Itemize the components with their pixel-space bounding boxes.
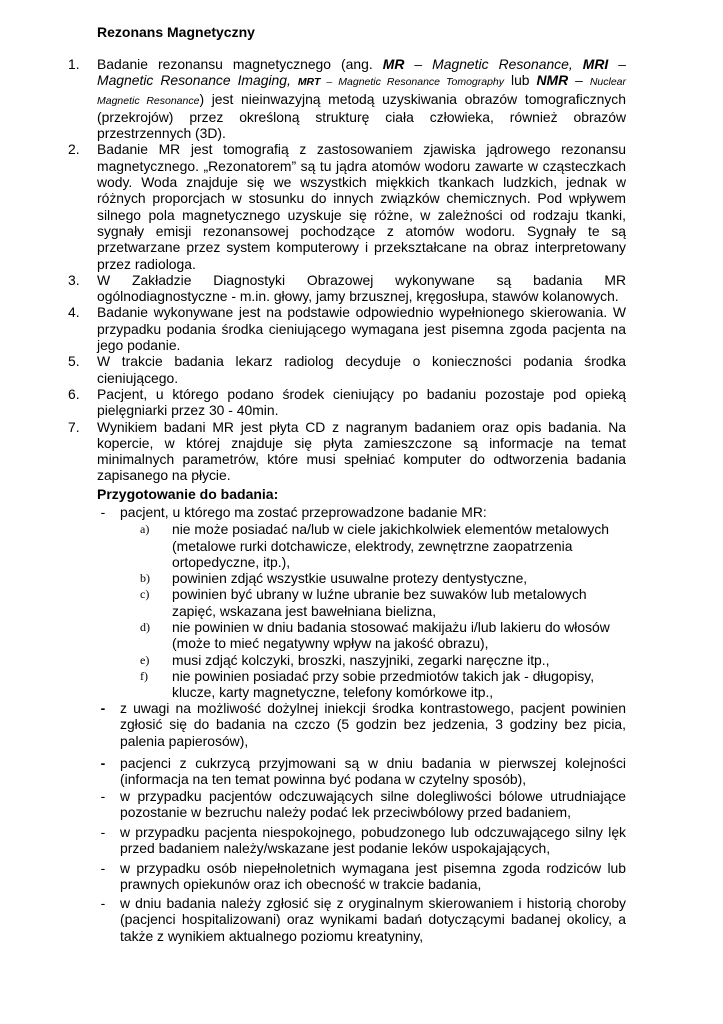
sub-letter: b) — [140, 571, 150, 586]
abbr-mr: MR — [382, 56, 405, 72]
sub-letter: f) — [140, 668, 148, 683]
sub-letter: c) — [140, 587, 150, 602]
abbr-mri: MRI — [582, 56, 609, 72]
sub-item-b — [140, 570, 626, 586]
sub-item-a — [140, 521, 626, 570]
item-number: 7. — [68, 418, 80, 435]
item-number: 2. — [68, 141, 80, 158]
item-text: – Magnetic Resonance, — [404, 56, 583, 72]
list-item-4 — [68, 304, 626, 353]
dash-bullet: - — [100, 700, 106, 716]
list-item-1 — [68, 56, 626, 141]
sub-text: powinien być ubrany w luźne ubranie bez suwaków lub metalowych zapięć, wskazana jest bawełniana bielizna, — [172, 586, 587, 619]
numbered-list — [68, 56, 626, 484]
abbr-nmr: NMR — [536, 72, 569, 89]
item-text: – Magnetic Resonance Tomography — [320, 76, 505, 89]
prep-intro-text: pacjent, u którego ma zostać przeprowadzone badanie MR: — [120, 504, 487, 520]
dash-item-diabetes — [96, 755, 626, 788]
sub-text: nie może posiadać na/lub w ciele jakichkolwiek elementów metalowych (metalowe rurki dotchawicze, elektrody, zewnętrzne zaopatrzenia ortopedyczne, itp.), — [172, 521, 609, 570]
item-number: 3. — [68, 271, 80, 288]
sub-text: musi zdjąć kolczyki, broszki, naszyjniki, zegarki naręczne itp., — [172, 651, 550, 668]
dash-item-text: pacjenci z cukrzycą przyjmowani są w dniu badania w pierwszej kolejności (informacja na ten temat powinna być podana w czytelny sposób), — [120, 755, 626, 788]
sub-letter: d) — [140, 620, 150, 635]
sub-letter: a) — [140, 522, 150, 537]
page-title: Rezonans Magnetyczny — [97, 24, 255, 40]
sub-item-f — [140, 668, 626, 701]
list-item-3 — [68, 272, 626, 305]
dash-bullet: - — [100, 824, 106, 840]
section-title: Przygotowanie do badania: — [97, 486, 279, 502]
sub-item-e — [140, 652, 626, 668]
item-text: – Magnetic Resonance Imaging, — [97, 56, 626, 89]
item-text: Pacjent, u którego podano środek cieniujący po badaniu pozostaje pod opieką pielęgniarki przez 30 - 40min. — [97, 385, 626, 419]
sub-text: powinien zdjąć wszystkie usuwalne protezy dentystyczne, — [172, 570, 528, 587]
dash-bullet: - — [100, 504, 106, 520]
dash-item-text: w przypadku pacjenta niespokojnego, pobudzonego lub odczuwającego silny lęk przed badaniem należy/wskazane jest podanie leków uspokajających, — [120, 824, 626, 857]
dash-item-text: z uwagi na możliwość dożylnej iniekcji środka kontrastowego, pacjent powinien zgłosić się do badania na czczo (5 godzin bez jedzenia, 3 godziny bez picia, palenia papierosów), — [120, 700, 626, 749]
abbr-mrt: MRT — [297, 76, 321, 89]
item-number: 5. — [68, 353, 80, 370]
item-text: lub — [504, 72, 537, 89]
item-text: Badanie rezonansu magnetycznego (ang. — [97, 56, 383, 72]
dash-item-documents — [96, 895, 626, 944]
dash-bullet: - — [100, 788, 106, 804]
dash-item-pain — [96, 788, 626, 821]
dash-bullet: - — [100, 895, 106, 911]
list-item-7 — [68, 419, 626, 484]
item-number: 6. — [68, 385, 80, 402]
item-text: Nuclear Magnetic Resonance — [97, 76, 626, 107]
item-text: Badanie MR jest tomografią z zastosowaniem zjawiska jądrowego rezonansu magnetycznego. „Rezonatorem” są tu jądra atomów wodoru zawarte w cząsteczkach wody. Woda znajduje się we wszystkich miękkich tkankach ludzkich, jednak w różnych proporcjach w stosunku do innych związków chemicznych. Pod wpływem silnego pola magnetycznego uzyskuje się różne, w zależności od rodzaju tkanki, sygnały emisji rezonansowej pochodzące z atomów wodoru. Sygnały te są przetwarzane przez system komputerowy i przekształcane na obraz interpretowany przez radiologa. — [97, 141, 626, 272]
dash-bullet: - — [100, 860, 106, 876]
item-text: Badanie wykonywane jest na podstawie odpowiednio wypełnionego skierowania. W przypadku podania środka cieniującego wymagana jest pisemna zgoda pacjenta na jego podanie. — [97, 304, 626, 354]
item-text: W Zakładzie Diagnostyki Obrazowej wykonywane są badania MR ogólnodiagnostyczne - m.in. głowy, jamy brzusznej, kręgosłupa, stawów kolanowych. — [97, 271, 626, 305]
list-item-6 — [68, 386, 626, 419]
dash-item-text: w dniu badania należy zgłosić się z oryginalnym skierowaniem i historią choroby (pacjenci hospitalizowani) oraz wynikami badań dotyczącymi badanej okolicy, a także z wynikiem aktualnego poziomu kreatyniny, — [120, 895, 626, 944]
dash-item-fasting — [96, 700, 626, 749]
dash-item-text: w przypadku pacjentów odczuwających silne dolegliwości bólowe utrudniające pozostanie w bezruchu należy podać lek przeciwbólowy przed badaniem, — [120, 788, 626, 821]
sub-list — [140, 521, 626, 700]
dash-bullet: - — [100, 755, 106, 771]
dash-item-minors — [96, 860, 626, 893]
item-number: 4. — [68, 304, 80, 321]
sub-text: nie powinien w dniu badania stosować makijażu i/lub lakieru do włosów (może to mieć negatywny wpływ na jakość obrazu), — [172, 619, 610, 652]
list-item-5 — [68, 353, 626, 386]
item-text: W trakcie badania lekarz radiolog decyduje o konieczności podania środka cieniującego. — [97, 353, 626, 386]
item-number: 1. — [68, 56, 80, 72]
list-item-2 — [68, 141, 626, 271]
item-text: ) jest nieinwazyjną metodą uzyskiwania obrazów tomograficznych (przekrojów) przez określoną strukturę ciała człowieka, również obrazów przestrzennych (3D). — [97, 90, 626, 142]
dash-item-anxiety — [96, 824, 626, 857]
item-text: – — [568, 72, 590, 89]
sub-item-c — [140, 586, 626, 619]
item-text: Wynikiem badani MR jest płyta CD z nagranym badaniem oraz opis badania. Na kopercie, w której znajduje się płyta zamieszczone są informacje na temat minimalnych parametrów, które musi spełniać komputer do odtworzenia badania zapisanego na płycie. — [97, 418, 626, 484]
prep-intro-block — [96, 504, 626, 701]
sub-text: nie powinien posiadać przy sobie przedmiotów takich jak - długopisy, klucze, karty magnetyczne, telefony komórkowe itp., — [172, 667, 595, 701]
sub-letter: e) — [140, 652, 150, 667]
sub-item-d — [140, 619, 626, 652]
dash-item-text: w przypadku osób niepełnoletnich wymagana jest pisemna zgoda rodziców lub prawnych opiekunów oraz ich obecność w trakcie badania, — [120, 860, 626, 893]
